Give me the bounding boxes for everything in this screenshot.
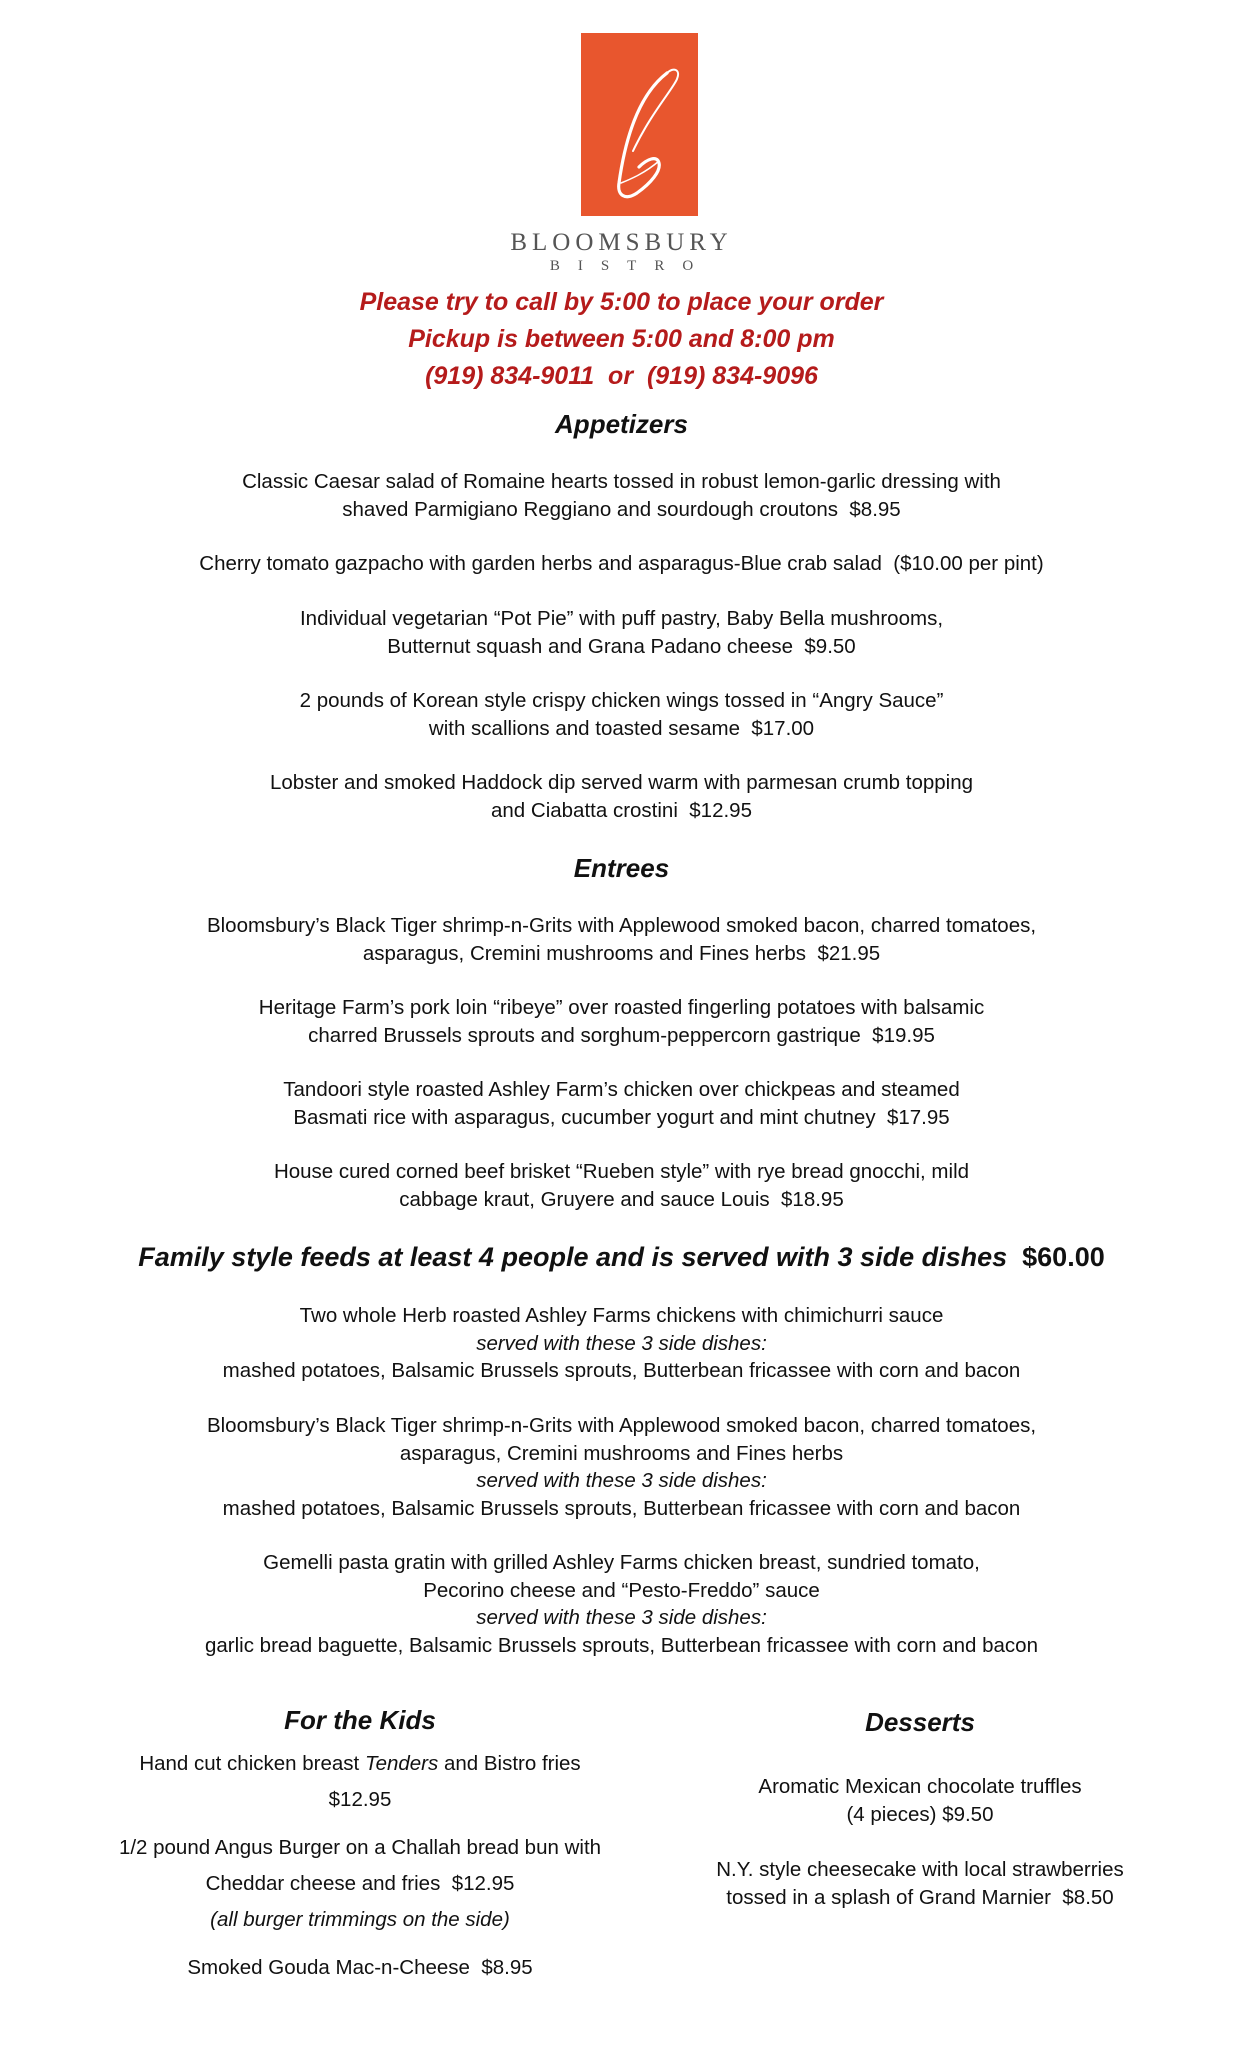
kids-tenders-price: $12.95 xyxy=(328,1788,392,1811)
notice-call-time: Please try to call by 5:00 to place your order xyxy=(359,288,884,316)
logo xyxy=(581,33,698,216)
bloomsbury-script-b-logo-icon xyxy=(581,33,698,216)
brand-subtitle: BISTRO xyxy=(549,258,712,274)
family-style-title: Family style feeds at least 4 people and is served with 3 side dishes xyxy=(138,1242,1008,1272)
order-notice xyxy=(0,284,1243,395)
family-style-heading xyxy=(0,1242,1243,1273)
menu-item: 2 pounds of Korean style crispy chicken wings tossed in “Angry Sauce” with scallions and toasted sesame $17.00 xyxy=(299,689,944,740)
menu-item: Cherry tomato gazpacho with garden herbs and asparagus-Blue crab salad ($10.00 per pint) xyxy=(199,552,1044,575)
menu-item: Classic Caesar salad of Romaine hearts tossed in robust lemon-garlic dressing with shaved Parmigiano Reggiano and sourdough croutons $8.95 xyxy=(242,470,1001,521)
menu-item: Tandoori style roasted Ashley Farm’s chicken over chickpeas and steamed Basmati rice with asparagus, cucumber yogurt and mint chutney $17.95 xyxy=(283,1078,960,1129)
appetizers-heading: Appetizers xyxy=(555,409,688,439)
kids-heading: For the Kids xyxy=(284,1705,436,1735)
desserts-section: Desserts Aromatic Mexican chocolate truffles (4 pieces) $9.50 N.Y. style cheesecake with local strawberries tossed in a splash of Grand Marnier $8.50 xyxy=(660,1705,1180,1912)
kids-burger-note: (all burger trimmings on the side) xyxy=(210,1908,510,1931)
dessert-cheesecake: N.Y. style cheesecake with local strawberries xyxy=(716,1858,1124,1881)
brand-name: BLOOMSBURY xyxy=(510,229,733,256)
kids-burger: 1/2 pound Angus Burger on a Challah bread bun with xyxy=(118,1836,602,1859)
menu-item: Bloomsbury’s Black Tiger shrimp-n-Grits with Applewood smoked bacon, charred tomatoes, asparagus, Cremini mushrooms and Fines herbs served with these 3 side dishes: mashed potatoes, Balsamic Brussels sprouts, Butterbean fricassee with corn and bacon xyxy=(206,1414,1037,1520)
notice-pickup-time: Pickup is between 5:00 and 8:00 pm xyxy=(408,325,835,353)
dessert-truffles: Aromatic Mexican chocolate truffles xyxy=(758,1775,1082,1798)
desserts-heading: Desserts xyxy=(865,1707,975,1737)
menu-item: Lobster and smoked Haddock dip served warm with parmesan crumb topping and Ciabatta crostini $12.95 xyxy=(269,771,974,822)
menu-item: Bloomsbury’s Black Tiger shrimp-n-Grits with Applewood smoked bacon, charred tomatoes, asparagus, Cremini mushrooms and Fines herbs $21.95 xyxy=(206,914,1037,965)
menu-item: Heritage Farm’s pork loin “ribeye” over roasted fingerling potatoes with balsamic charred Brussels sprouts and sorghum-peppercorn gastrique $19.95 xyxy=(258,996,985,1047)
menu-item: Individual vegetarian “Pot Pie” with puff pastry, Baby Bella mushrooms, Butternut squash and Grana Padano cheese $9.50 xyxy=(299,607,944,658)
kids-tenders: Hand cut chicken breast Tenders and Bistro fries xyxy=(139,1752,581,1775)
entrees-heading: Entrees xyxy=(573,853,670,883)
notice-phone-numbers[interactable]: (919) 834-9011 or (919) 834-9096 xyxy=(425,362,818,390)
family-style-price: $60.00 xyxy=(1022,1242,1105,1272)
kids-mac-n-cheese: Smoked Gouda Mac-n-Cheese $8.95 xyxy=(187,1956,533,1979)
kids-section: For the Kids Hand cut chicken breast Tenders and Bistro fries $12.95 1/2 pound Angus Burger on a Challah bread bun with Cheddar cheese and fries $12.95 (all burger trimmings on the side) Smoked Gouda Mac-n-Cheese $8.95 xyxy=(80,1705,640,1986)
menu-item: Two whole Herb roasted Ashley Farms chickens with chimichurri sauce served with these 3 side dishes: mashed potatoes, Balsamic Brussels sprouts, Butterbean fricassee with corn and bacon xyxy=(222,1304,1021,1382)
menu-item: House cured corned beef brisket “Rueben style” with rye bread gnocchi, mild cabbage kraut, Gruyere and sauce Louis $18.95 xyxy=(273,1160,970,1211)
menu-item: Gemelli pasta gratin with grilled Ashley Farms chicken breast, sundried tomato, Pecorino cheese and “Pesto-Freddo” sauce served with these 3 side dishes: garlic bread baguette, Balsamic Brussels sprouts, Butterbean fricassee with corn and bacon xyxy=(205,1551,1038,1657)
